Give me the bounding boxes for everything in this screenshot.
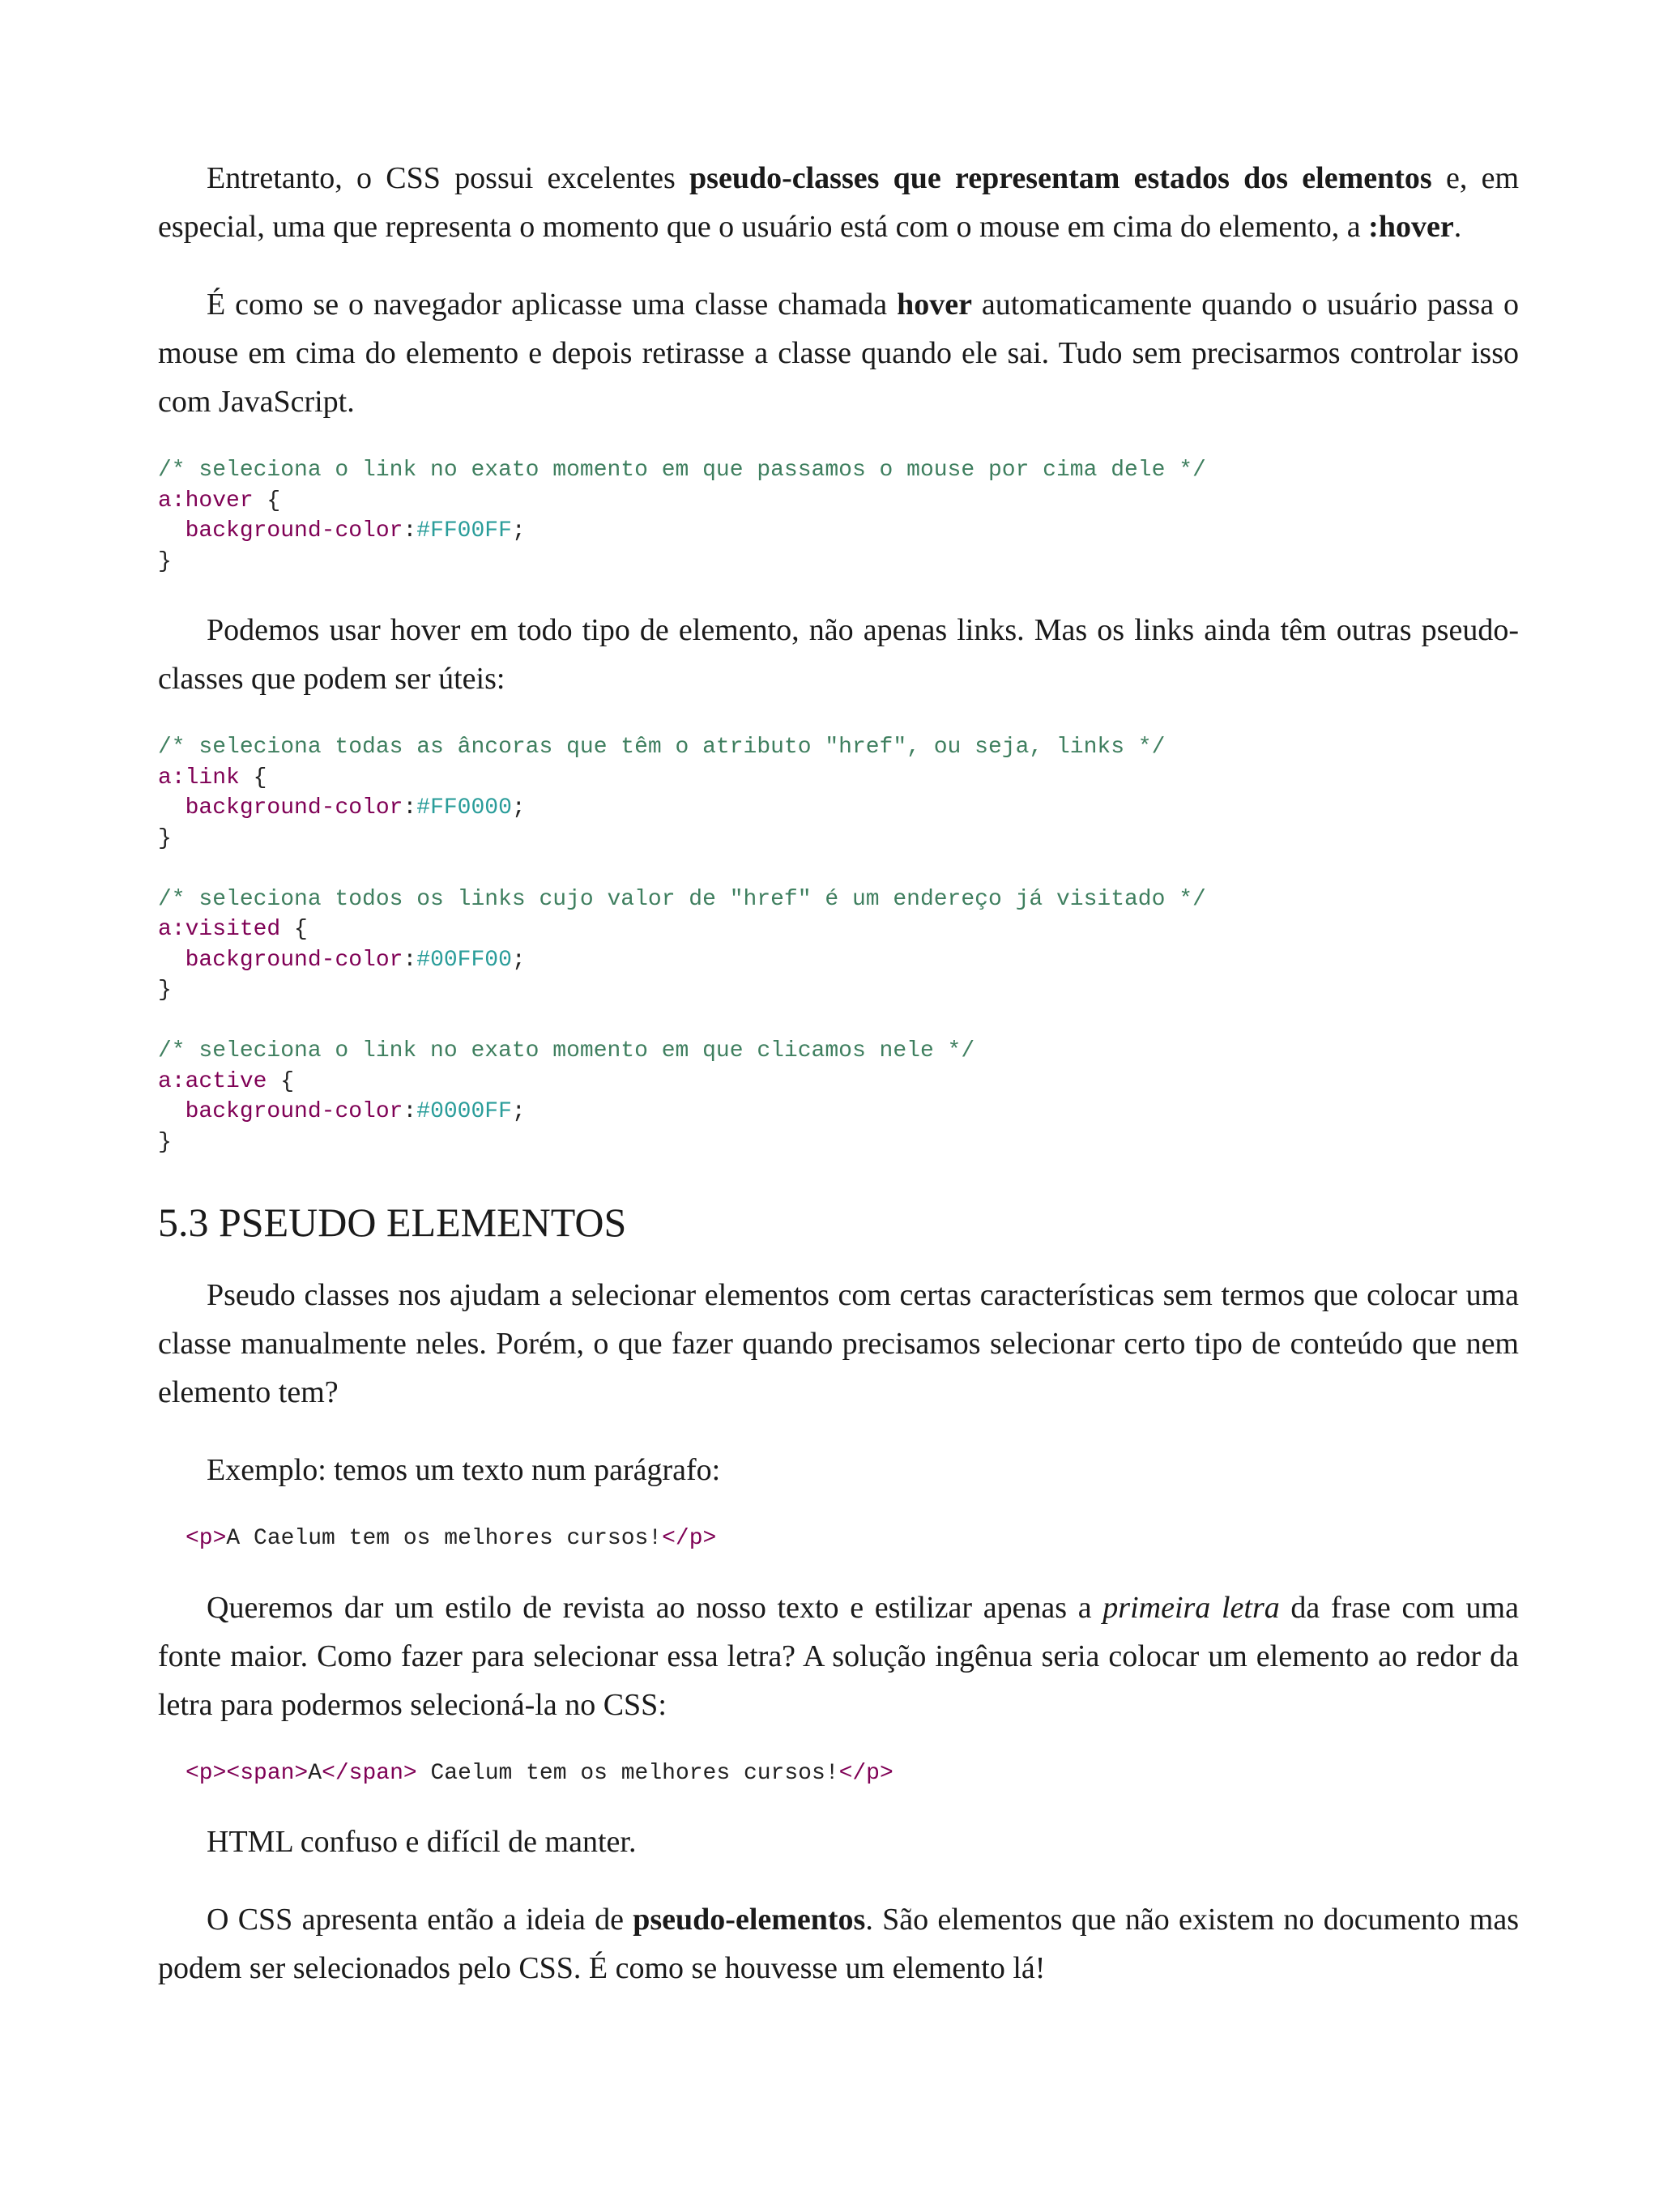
code-tag: <span> (226, 1760, 309, 1786)
text-run: e, em especial, uma que representa o momento que o usuário está com o mouse em cima do elemento, a (158, 161, 1520, 244)
code-comment: /* seleciona todos os links cujo valor de "href" é um endereço já visitado */ (158, 886, 1206, 912)
text-run: . São elementos que não existem no documento mas podem ser selecionados pelo CSS. É como se houvesse um elemento lá! (158, 1903, 1520, 1985)
code-comment: /* seleciona todas as âncoras que têm o atributo "href", ou seja, links */ (158, 735, 1166, 760)
code-tag: </span> (322, 1760, 417, 1786)
code-selector: a:active (158, 1068, 267, 1094)
paragraph-confusing-html: HTML confuso e difícil de manter. (207, 1825, 637, 1859)
code-example-span (186, 1758, 1519, 1789)
code-value: #FF0000 (416, 795, 512, 820)
section-heading: 5.3 PSEUDO ELEMENTOS (158, 1200, 627, 1245)
text-run: automaticamente quando o usuário passa o mouse em cima do elemento e depois retirasse a classe quando ele sai. Tudo sem precisarmos controlar isso com JavaScript. (158, 288, 1519, 419)
paragraph-hover-class (158, 280, 1519, 426)
code-block-hover: /* seleciona o link no exato momento em que passamos o mouse por cima dele */ a:hover { background-color:#FF00FF; } (158, 458, 1206, 574)
code-property: background-color (185, 1099, 403, 1124)
code-value: #00FF00 (416, 947, 512, 973)
code-selector: a:hover (158, 488, 254, 514)
code-text: Caelum tem os melhores cursos! (416, 1760, 839, 1786)
code-brace: } (158, 548, 172, 574)
bold-term: pseudo-classes que representam estados dos elementos (689, 161, 1432, 195)
document-page (158, 154, 1519, 2022)
code-example-paragraph (186, 1524, 1519, 1554)
paragraph-first-letter (158, 1583, 1519, 1729)
text-run: . (1453, 210, 1462, 244)
text-run: É como se o navegador aplicasse uma classe chamada (207, 288, 898, 322)
code-block-link-states: /* seleciona todas as âncoras que têm o atributo "href", ou seja, links */ a:link { background-color:#FF0000; } /* seleciona todos os links cujo valor de "href" é um endereço já visitado */ a:visited { background-color:#00FF00; } /* seleciona o link no exato momento em que clicamos nele */ a:active { background-color:#0000FF; } (158, 735, 1206, 1155)
code-comment: /* seleciona o link no exato momento em que passamos o mouse por cima dele */ (158, 458, 1206, 483)
bold-term: :hover (1368, 210, 1454, 244)
paragraph-link-pseudo: Podemos usar hover em todo tipo de elemento, não apenas links. Mas os links ainda têm outras pseudo-classes que podem ser úteis: (158, 613, 1519, 696)
paragraph-hover-intro (158, 154, 1519, 251)
text-run: Entretanto, o CSS possui excelentes (207, 161, 690, 195)
code-tag: <p> (186, 1526, 227, 1551)
code-tag: <p> (186, 1760, 227, 1786)
code-value: #0000FF (416, 1099, 512, 1124)
code-selector: a:visited (158, 917, 281, 942)
code-text: A Caelum tem os melhores cursos! (226, 1526, 663, 1551)
code-brace: { (253, 488, 281, 514)
code-tag: </p> (838, 1760, 893, 1786)
code-text: A (308, 1760, 322, 1786)
bold-term: hover (897, 288, 972, 322)
text-run: Queremos dar um estilo de revista ao nosso texto e estilizar apenas a (207, 1590, 1103, 1625)
paragraph-example-lead: Exemplo: temos um texto num parágrafo: (207, 1453, 721, 1487)
text-run: O CSS apresenta então a ideia de (207, 1903, 633, 1937)
code-comment: /* seleciona o link no exato momento em que clicamos nele */ (158, 1038, 975, 1063)
italic-term: primeira letra (1102, 1590, 1280, 1625)
paragraph-pseudo-intro: Pseudo classes nos ajudam a selecionar elementos com certas características sem termos que colocar uma classe manualmente neles. Porém, o que fazer quando precisamos selecionar certo tipo de conteúdo que nem elemento tem? (158, 1278, 1519, 1409)
code-value: #FF00FF (416, 518, 512, 543)
code-property: background-color (185, 947, 403, 973)
code-property: background-color (185, 518, 403, 543)
code-tag: </p> (662, 1526, 717, 1551)
code-property: background-color (185, 795, 403, 820)
code-selector: a:link (158, 765, 240, 791)
paragraph-pseudo-elements (158, 1895, 1519, 1993)
bold-term: pseudo-elementos (633, 1903, 866, 1937)
text-run: da frase com uma fonte maior. Como fazer para selecionar essa letra? A solução ingênua seria colocar um elemento ao redor da letra para podermos selecioná-la no CSS: (158, 1590, 1519, 1722)
